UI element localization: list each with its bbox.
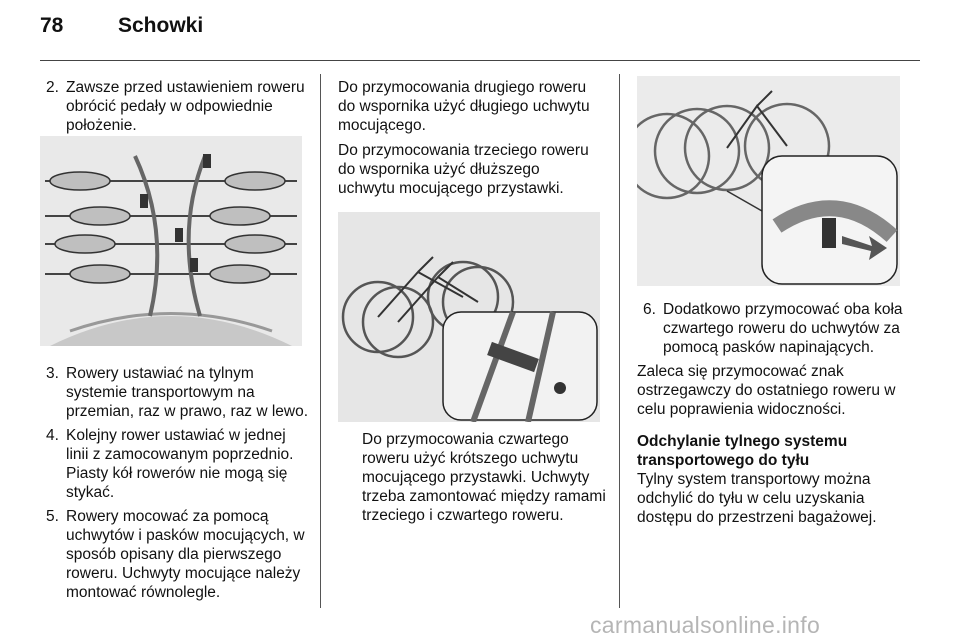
list-item-5: [40, 507, 310, 602]
page-number: 78: [40, 14, 64, 37]
column-2-lower: [362, 430, 607, 525]
list-text: Kolejny rower ustawiać w jednej linii z zamocowanym poprzednio. Piasty kół rowerów nie mogą się stykać.: [66, 427, 294, 501]
column-2: [338, 78, 600, 198]
figure-bike-rack-top-view: [40, 136, 302, 346]
list-number: 2.: [46, 79, 59, 96]
list-item-2: [40, 78, 310, 135]
column-divider-1: [320, 74, 321, 608]
list-text: Rowery mocować za pomocą uchwytów i pasków mocujących, w sposób opisany dla pierwszego roweru. Uchwyty mocujące należy montować równolegle.: [66, 508, 305, 601]
column-1-lower: [40, 364, 310, 602]
paragraph: Do przymocowania trzeciego roweru do wspornika użyć dłuższego uchwytu mocującego przystawki.: [338, 142, 589, 197]
list-item-6: [637, 300, 905, 357]
list-text: Dodatkowo przymocować oba koła czwartego roweru do uchwytów za pomocą pasków napinających.: [663, 301, 903, 356]
list-text: Rowery ustawiać na tylnym systemie transportowym na przemian, raz w prawo, raz w lewo.: [66, 365, 309, 420]
column-divider-2: [619, 74, 620, 608]
figure-bikes-mounted: [338, 212, 600, 422]
list-number: 5.: [46, 508, 59, 525]
list-number: 6.: [643, 301, 656, 318]
paragraph: Do przymocowania drugiego roweru do wspornika użyć długiego uchwytu mocującego.: [338, 79, 590, 134]
paragraph: Zaleca się przymocować znak ostrzegawczy do ostatniego roweru w celu poprawienia widoczności.: [637, 363, 896, 418]
list-text: Zawsze przed ustawieniem roweru obrócić pedały w odpowiednie położenie.: [66, 79, 305, 134]
figure-wheel-strap: [637, 76, 900, 286]
header-rule: [40, 60, 920, 61]
page-header: [0, 0, 960, 62]
column-3: [637, 300, 905, 527]
section-title: Schowki: [118, 14, 204, 37]
list-item-3: [40, 364, 310, 421]
watermark: carmanualsonline.info: [590, 612, 821, 638]
paragraph: Tylny system transportowy można odchylić do tyłu w celu uzyskania dostępu do przestrzeni bagażowej.: [637, 471, 877, 526]
list-number: 4.: [46, 427, 59, 444]
subheading: Odchylanie tylnego systemu transportowego do tyłu: [637, 433, 848, 469]
list-item-4: [40, 426, 310, 502]
column-1: [40, 78, 310, 135]
list-number: 3.: [46, 365, 59, 382]
paragraph: Do przymocowania czwartego roweru użyć krótszego uchwytu mocującego przystawki. Uchwyty trzeba zamontować między ramami trzeciego i czwartego roweru.: [362, 431, 606, 524]
